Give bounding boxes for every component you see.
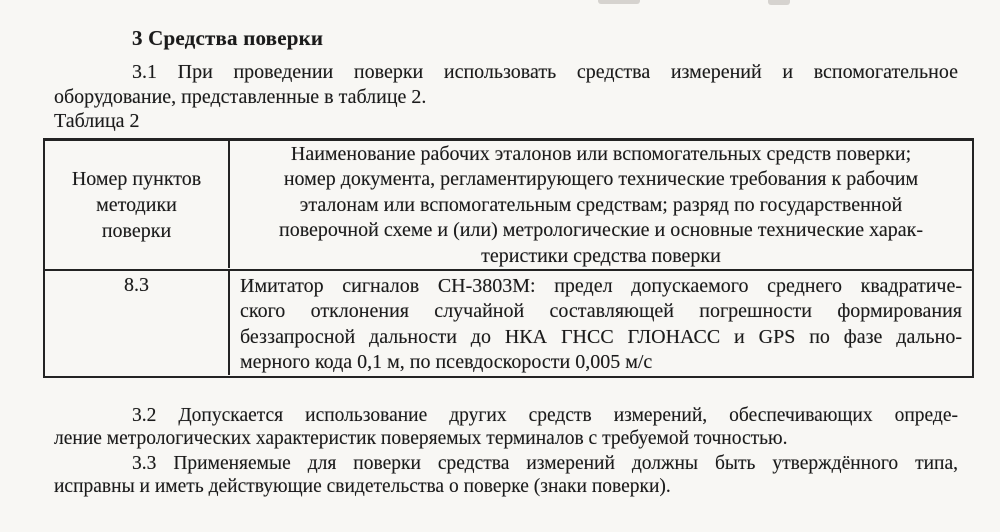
header-line: номер документа, регламентирующего технические требования к рабочим bbox=[283, 168, 919, 191]
table-data-row bbox=[45, 271, 972, 376]
header-line: теристики средства поверки bbox=[481, 244, 721, 267]
header-line: поверочной схеме и (или) метрологические и основные технические харак- bbox=[278, 219, 923, 242]
paragraph-line: 3.2 Допускается использование других средств измерений, обеспечивающих опреде- bbox=[132, 405, 958, 426]
verification-means-table bbox=[43, 138, 974, 378]
paragraph-3-1 bbox=[54, 60, 958, 110]
paragraph-line: 3.3 Применяемые для поверки средства измерений должны быть утверждённого типа, bbox=[132, 453, 958, 474]
cell-clause-number: 8.3 bbox=[45, 271, 230, 375]
scan-artifact bbox=[768, 0, 790, 5]
paragraph-line: 3.1 При проведении поверки использовать средства измерений и вспомогательное bbox=[132, 61, 958, 83]
header-cell-method-points bbox=[45, 141, 230, 268]
paragraph-line: исправны и иметь действующие свидетельства о поверке (знаки поверки). bbox=[54, 476, 671, 497]
header-line: эталонам или вспомогательным средствам; разряд по государственной bbox=[299, 193, 903, 216]
header-line: Номер пунктов bbox=[71, 167, 202, 190]
paragraph-line: ление метрологических характеристик поверяемых терминалов с требуемой точностью. bbox=[54, 428, 788, 449]
header-line: поверки bbox=[101, 219, 172, 242]
description-line: Имитатор сигналов СН-3803М: предел допускаемого среднего квадратиче- bbox=[240, 275, 962, 298]
table-header-row bbox=[45, 141, 972, 271]
paragraph-line: оборудование, представленные в таблице 2. bbox=[54, 86, 427, 108]
cell-equipment-description bbox=[230, 271, 972, 376]
section-heading: 3 Средства поверки bbox=[132, 26, 324, 50]
description-line: мерного кода 0,1 м, по псевдоскорости 0,005 м/с bbox=[240, 351, 653, 374]
description-line: ского отклонения случайной составляющей погрешности формирования bbox=[240, 300, 962, 323]
description-line: беззапросной дальности до НКА ГНСС ГЛОНАСС и GPS по фазе дально- bbox=[240, 325, 962, 348]
table-caption: Таблица 2 bbox=[54, 110, 140, 132]
paragraph-3-3 bbox=[54, 452, 958, 498]
header-line: методики bbox=[96, 193, 177, 216]
scan-artifact bbox=[598, 0, 640, 4]
header-cell-standards-description bbox=[230, 141, 972, 269]
paragraph-3-2 bbox=[54, 404, 958, 450]
header-line: Наименование рабочих эталонов или вспомогательных средств поверки; bbox=[290, 143, 912, 165]
